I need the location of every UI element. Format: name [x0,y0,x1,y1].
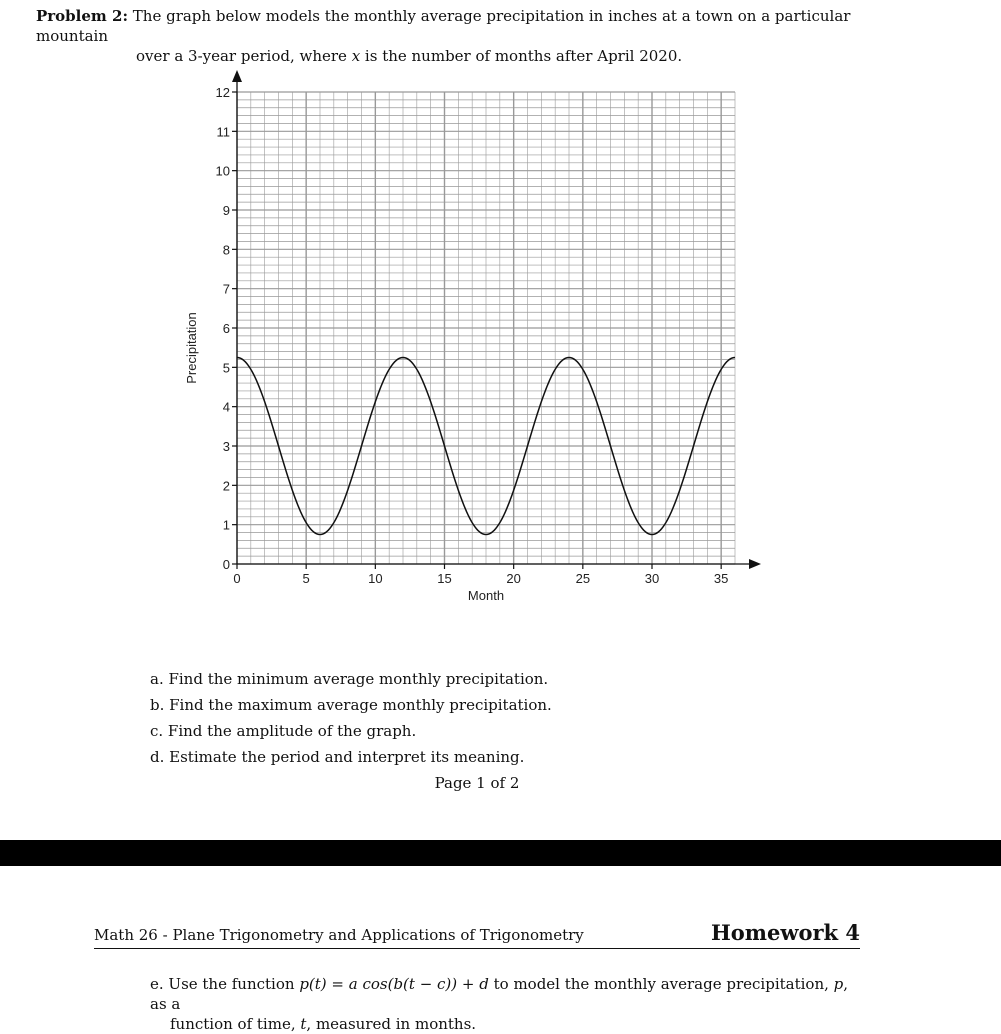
question-e-text1: Use the function [168,975,300,993]
question-list [150,666,750,770]
x-tick-label: 35 [713,571,729,586]
page-number: Page 1 of 2 [434,774,520,792]
y-axis-label: Precipitation [184,312,199,384]
question-c: c. Find the amplitude of the graph. [150,722,417,740]
precipitation-chart [180,64,780,624]
problem-statement [36,6,866,66]
x-tick-label: 25 [575,571,591,586]
problem-text-line1: The graph below models the monthly average precipitation in inches at a town on a particular mountain [36,7,851,45]
homework-title: Homework 4 [710,920,860,945]
question-e [150,974,862,1034]
y-tick-label: 11 [216,124,230,140]
question-e-text4: function of time, [170,1015,301,1033]
page-header [94,920,860,949]
course-title: Math 26 - Plane Trigonometry and Applications of Trigonometry [94,926,584,944]
x-tick-label: 5 [302,571,310,586]
y-tick-label: 2 [222,478,230,494]
x-tick-label: 30 [644,571,660,586]
question-d: d. Estimate the period and interpret its meaning. [150,748,525,766]
model-formula: p(t) = a cos(b(t − c)) + d [299,975,489,993]
x-axis-arrow [749,559,761,569]
problem-text-line2 [36,46,866,66]
y-tick-label: 6 [222,321,230,336]
question-b: b. Find the maximum average monthly precipitation. [150,696,552,714]
variable-t: t [300,1015,307,1033]
y-tick-label: 5 [222,360,230,376]
x-tick-label: 15 [437,571,452,586]
question-e-text5: , measured in months. [306,1015,477,1033]
y-tick-label: 4 [222,399,230,415]
question-e-line2 [150,1014,862,1034]
y-axis-arrow [232,70,242,82]
question-e-text2: to model the monthly average precipitation, [488,975,834,993]
variable-p: p [833,975,844,993]
y-tick-label: 9 [222,203,230,218]
question-e-text3: , as a [150,975,849,1013]
x-tick-label: 10 [368,571,383,586]
x-tick-label: 20 [506,571,521,586]
y-tick-label: 12 [215,85,230,100]
y-tick-label: 7 [222,281,230,297]
y-tick-label: 10 [215,163,230,179]
x-tick-label: 0 [233,571,241,586]
y-tick-label: 3 [222,439,230,454]
y-tick-label: 1 [222,517,230,533]
problem-text-line2-pre: over a 3-year period, where [136,47,352,65]
question-a: a. Find the minimum average monthly precipitation. [150,670,549,688]
x-axis-label: Month [467,588,505,603]
page-separator [0,840,1001,866]
problem-label: Problem 2: [36,7,128,25]
problem-text-line2-post: is the number of months after April 2020. [360,47,683,65]
y-tick-label: 8 [222,242,230,258]
y-tick-label: 0 [222,557,230,572]
question-e-label: e. [150,975,169,993]
variable-x: x [351,47,361,65]
